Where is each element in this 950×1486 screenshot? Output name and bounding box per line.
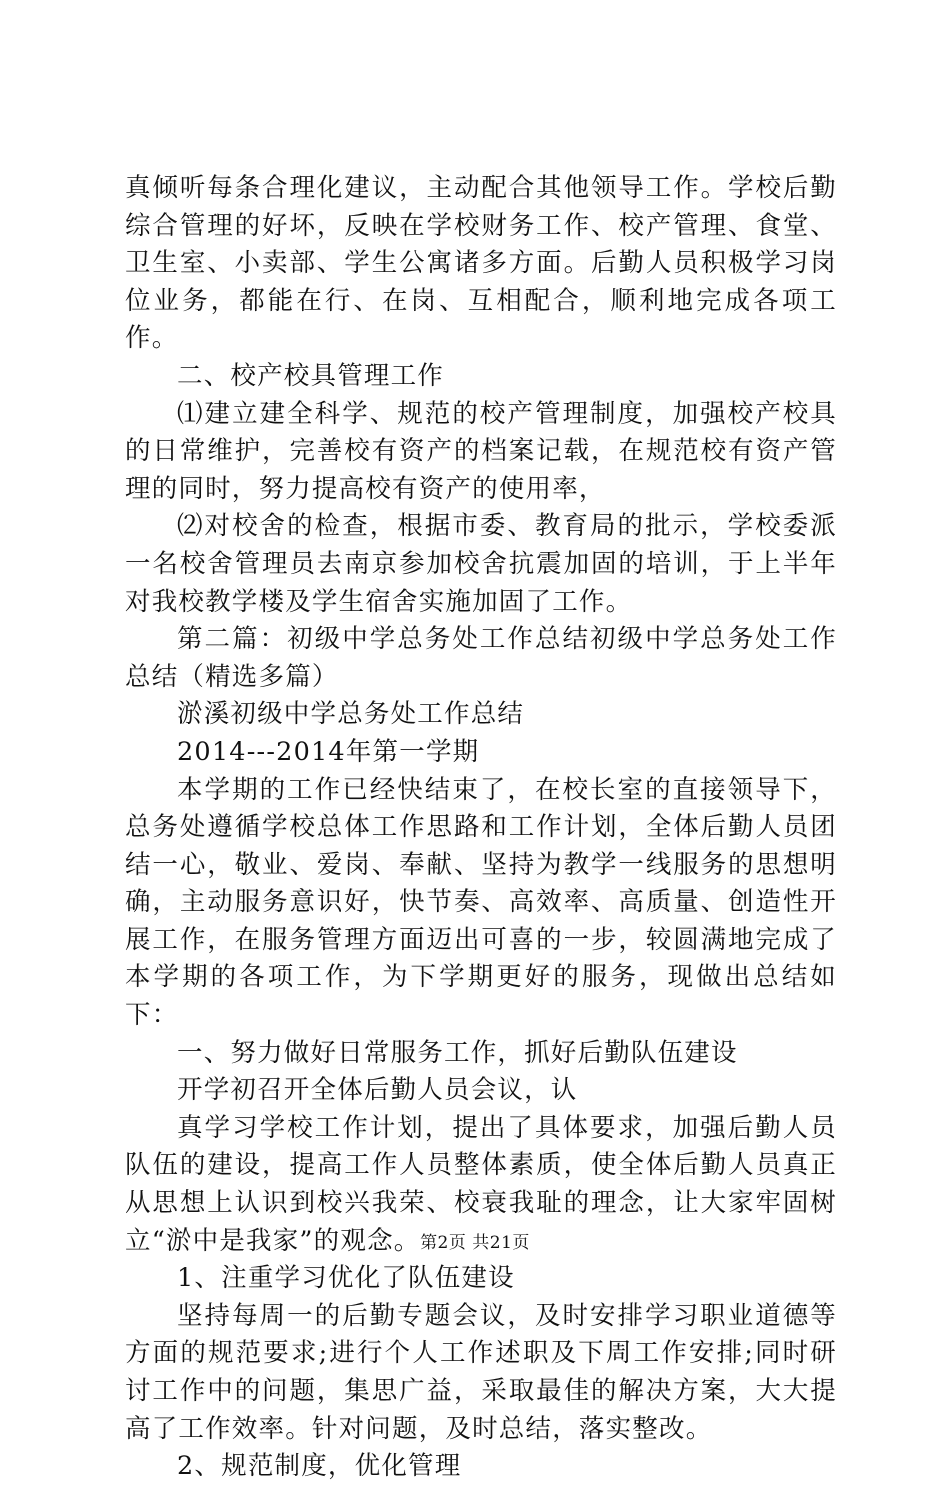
document-title: 淤溪初级中学总务处工作总结 [177,699,525,730]
subsection-heading: 1、注重学习优化了队伍建设 [177,1263,515,1294]
paragraph: 开学初召开全体后勤人员会议，认 [177,1075,578,1106]
paragraph: 坚持每周一的后勤专题会议，及时安排学习职业道德等方面的规范要求;进行个人工作述职及下周工作安排;同时研讨工作中的问题，集思广益，采取最佳的解决方案，大大提高了工作效率。针对问题，及时总结，落实整改。 [125,1300,837,1444]
paragraph: 本学期的工作已经快结束了，在校长室的直接领导下，总务处遵循学校总体工作思路和工作计划，全体后勤人员团结一心，敬业、爱岗、奉献、坚持为教学一线服务的思想明确，主动服务意识好，快节奏、高效率、高质量、创造性开展工作，在服务管理方面迈出可喜的一步，较圆满地完成了本学期的各项工作，为下学期更好的服务，现做出总结如下： [125,774,837,1031]
document-body [125,170,837,1486]
paragraph: 真学习学校工作计划，提出了具体要求，加强后勤人员队伍的建设，提高工作人员整体素质，使全体后勤人员真正从思想上认识到校兴我荣、校衰我耻的理念，让大家牢固树立“淤中是我家”的观念。 [125,1112,837,1256]
subsection-heading: 2、规范制度，优化管理 [177,1451,462,1482]
section-heading: 一、努力做好日常服务工作，抓好后勤队伍建设 [177,1037,738,1068]
page-footer: 第2页 共21页 [420,1233,530,1253]
paragraph: ⑵对校舍的检查，根据市委、教育局的批示，学校委派一名校舍管理员去南京参加校舍抗震加固的培训，于上半年对我校教学楼及学生宿舍实施加固了工作。 [125,511,837,617]
paragraph: ⑴建立建全科学、规范的校产管理制度，加强校产校具的日常维护，完善校有资产的档案记载，在规范校有资产管理的同时，努力提高校有资产的使用率， [125,398,837,504]
chapter-title: 第二篇：初级中学总务处工作总结初级中学总务处工作总结（精选多篇） [125,624,837,692]
section-heading: 二、校产校具管理工作 [177,360,445,391]
term-line: 2014---2014年第一学期 [177,736,480,767]
paragraph: 真倾听每条合理化建议，主动配合其他领导工作。学校后勤综合管理的好坏，反映在学校财务工作、校产管理、食堂、卫生室、小卖部、学生公寓诸多方面。后勤人员积极学习岗位业务，都能在行、在岗、互相配合，顺利地完成各项工作。 [125,173,837,354]
